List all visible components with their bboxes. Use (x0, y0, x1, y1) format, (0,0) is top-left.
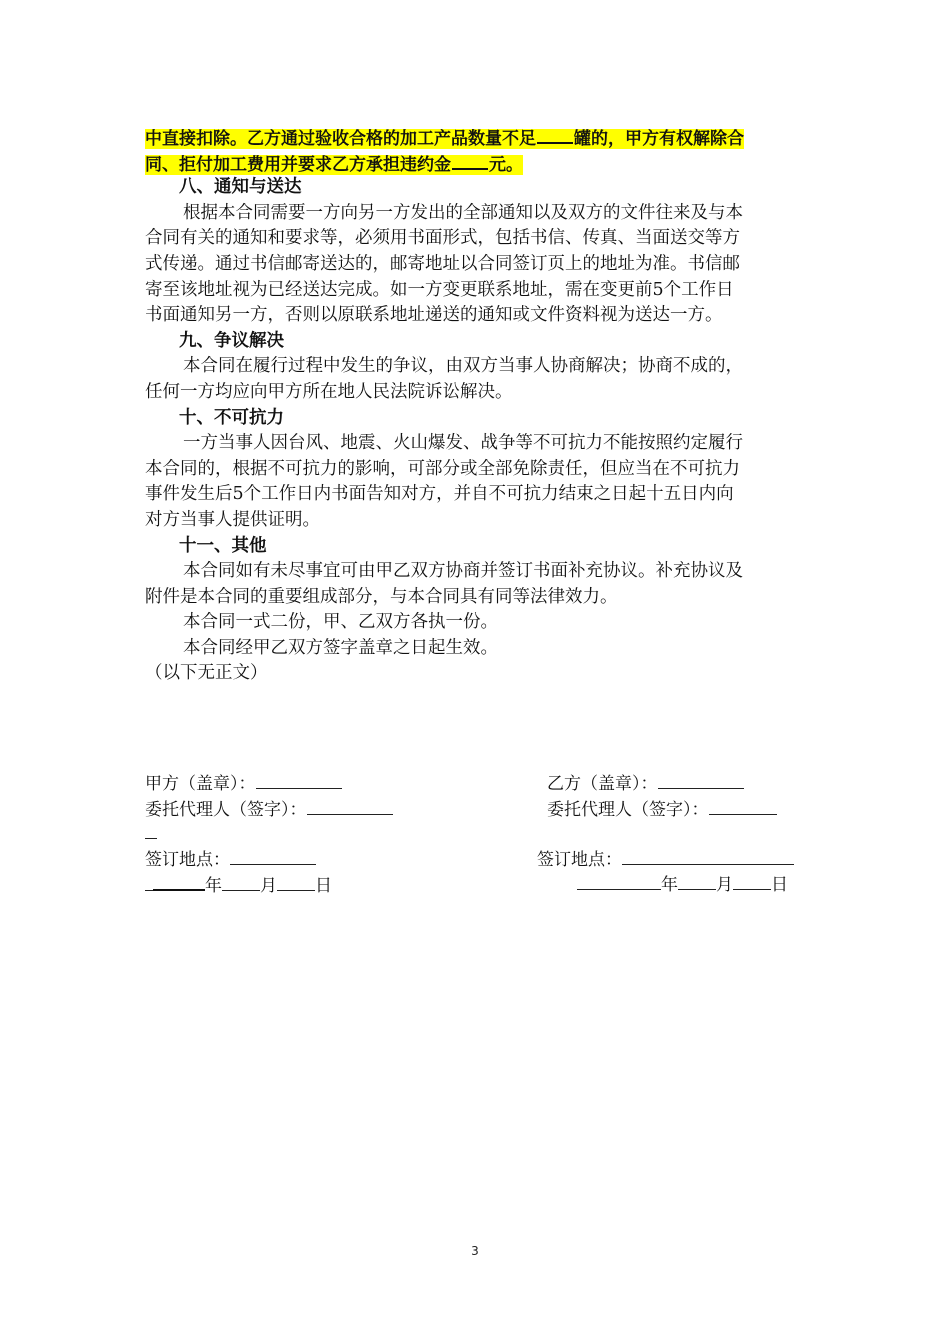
highlight-text-2a: 同、拒付加工费用并要求乙方承担违约金 (145, 154, 451, 175)
highlighted-text (145, 155, 523, 175)
force-majeure-line: 一方当事人因台风、地震、火山爆发、战争等不可抗力不能按照约定履行 (183, 433, 743, 454)
section-heading-other: 十一、其他 (179, 535, 267, 556)
party-b-agent-label: 委托代理人（签字）： (547, 800, 709, 820)
day-label: 日 (315, 876, 332, 896)
month-label: 月 (716, 875, 733, 895)
notice-line: 根据本合同需要一方向另一方发出的全部通知以及双方的文件往来及与本 (183, 202, 743, 223)
party-b-place-line (537, 848, 794, 873)
highlighted-text (145, 129, 744, 149)
party-b-agent-blank (709, 798, 777, 815)
dispute-line: 本合同在履行过程中发生的争议，由双方当事人协商解决；协商不成的， (183, 356, 743, 377)
notice-line: 合同有关的通知和要求等，必须用书面形式，包括书信、传真、当面送交等方 (145, 228, 740, 249)
party-a-seal-line (145, 772, 342, 797)
effective-line: 本合同经甲乙双方签字盖章之日起生效。 (183, 637, 498, 658)
section-heading-notice: 八、通知与送达 (179, 177, 302, 198)
party-a-agent-blank-wrap (145, 822, 157, 839)
party-b-place-blank (622, 848, 794, 865)
copies-line: 本合同一式二份，甲、乙双方各执一份。 (183, 612, 498, 633)
section-heading-dispute: 九、争议解决 (179, 330, 284, 351)
force-majeure-line: 对方当事人提供证明。 (145, 509, 320, 530)
penalty-blank (452, 150, 488, 170)
party-a-agent-label: 委托代理人（签字）： (145, 800, 307, 820)
party-a-place-label: 签订地点： (145, 850, 230, 870)
party-b-place-label: 签订地点： (537, 850, 622, 870)
party-a-month-blank (222, 874, 260, 891)
highlighted-line-1 (145, 124, 805, 150)
party-b-seal-line (547, 772, 744, 797)
party-b-year-blank (577, 873, 661, 890)
party-a-year-blank-thin (145, 874, 153, 891)
party-a-seal-blank (256, 772, 342, 789)
party-a-year-blank (153, 873, 205, 891)
party-b-seal-blank (658, 772, 744, 789)
highlight-text-1a: 中直接扣除。乙方通过验收合格的加工产品数量不足 (145, 129, 536, 149)
quantity-blank (537, 124, 573, 144)
highlight-text-2b: 元。 (489, 154, 523, 175)
notice-line: 书面通知另一方，否则以原联系地址递送的通知或文件资料视为送达一方。 (145, 305, 723, 326)
party-a-place-line (145, 848, 316, 873)
party-a-day-blank (277, 874, 315, 891)
year-label: 年 (205, 876, 222, 896)
dispute-line: 任何一方均应向甲方所在地人民法院诉讼解决。 (145, 381, 513, 402)
end-note: （以下无正文） (145, 663, 268, 684)
page-number: 3 (471, 1244, 479, 1258)
other-line: 附件是本合同的重要组成部分，与本合同具有同等法律效力。 (145, 586, 618, 607)
force-majeure-line: 本合同的，根据不可抗力的影响，可部分或全部免除责任，但应当在不可抗力 (145, 458, 740, 479)
month-label: 月 (260, 876, 277, 896)
party-a-agent-line (145, 798, 393, 823)
party-b-day-blank (733, 873, 771, 890)
party-b-seal-label: 乙方（盖章）： (547, 774, 658, 794)
party-a-agent-overflow (145, 822, 157, 847)
party-b-agent-line (547, 798, 777, 823)
section-heading-force-majeure: 十、不可抗力 (179, 407, 284, 428)
highlight-text-1b: 罐的，甲方有权解除合 (574, 129, 744, 149)
party-a-agent-blank (307, 798, 393, 815)
highlighted-line-2 (145, 150, 805, 176)
year-label: 年 (661, 875, 678, 895)
contract-body (145, 124, 805, 687)
party-a-date-line (145, 873, 332, 899)
day-label: 日 (771, 875, 788, 895)
force-majeure-line: 事件发生后5个工作日内书面告知对方，并自不可抗力结束之日起十五日内向 (145, 484, 734, 505)
party-a-place-blank (230, 848, 316, 865)
party-b-date-line (577, 873, 788, 898)
party-a-seal-label: 甲方（盖章）： (145, 774, 256, 794)
notice-line: 寄至该地址视为已经送达完成。如一方变更联系地址，需在变更前5个工作日 (145, 279, 734, 300)
party-b-month-blank (678, 873, 716, 890)
other-line: 本合同如有未尽事宜可由甲乙双方协商并签订书面补充协议。补充协议及 (183, 561, 743, 582)
notice-line: 式传递。通过书信邮寄送达的，邮寄地址以合同签订页上的地址为准。书信邮 (145, 253, 740, 274)
